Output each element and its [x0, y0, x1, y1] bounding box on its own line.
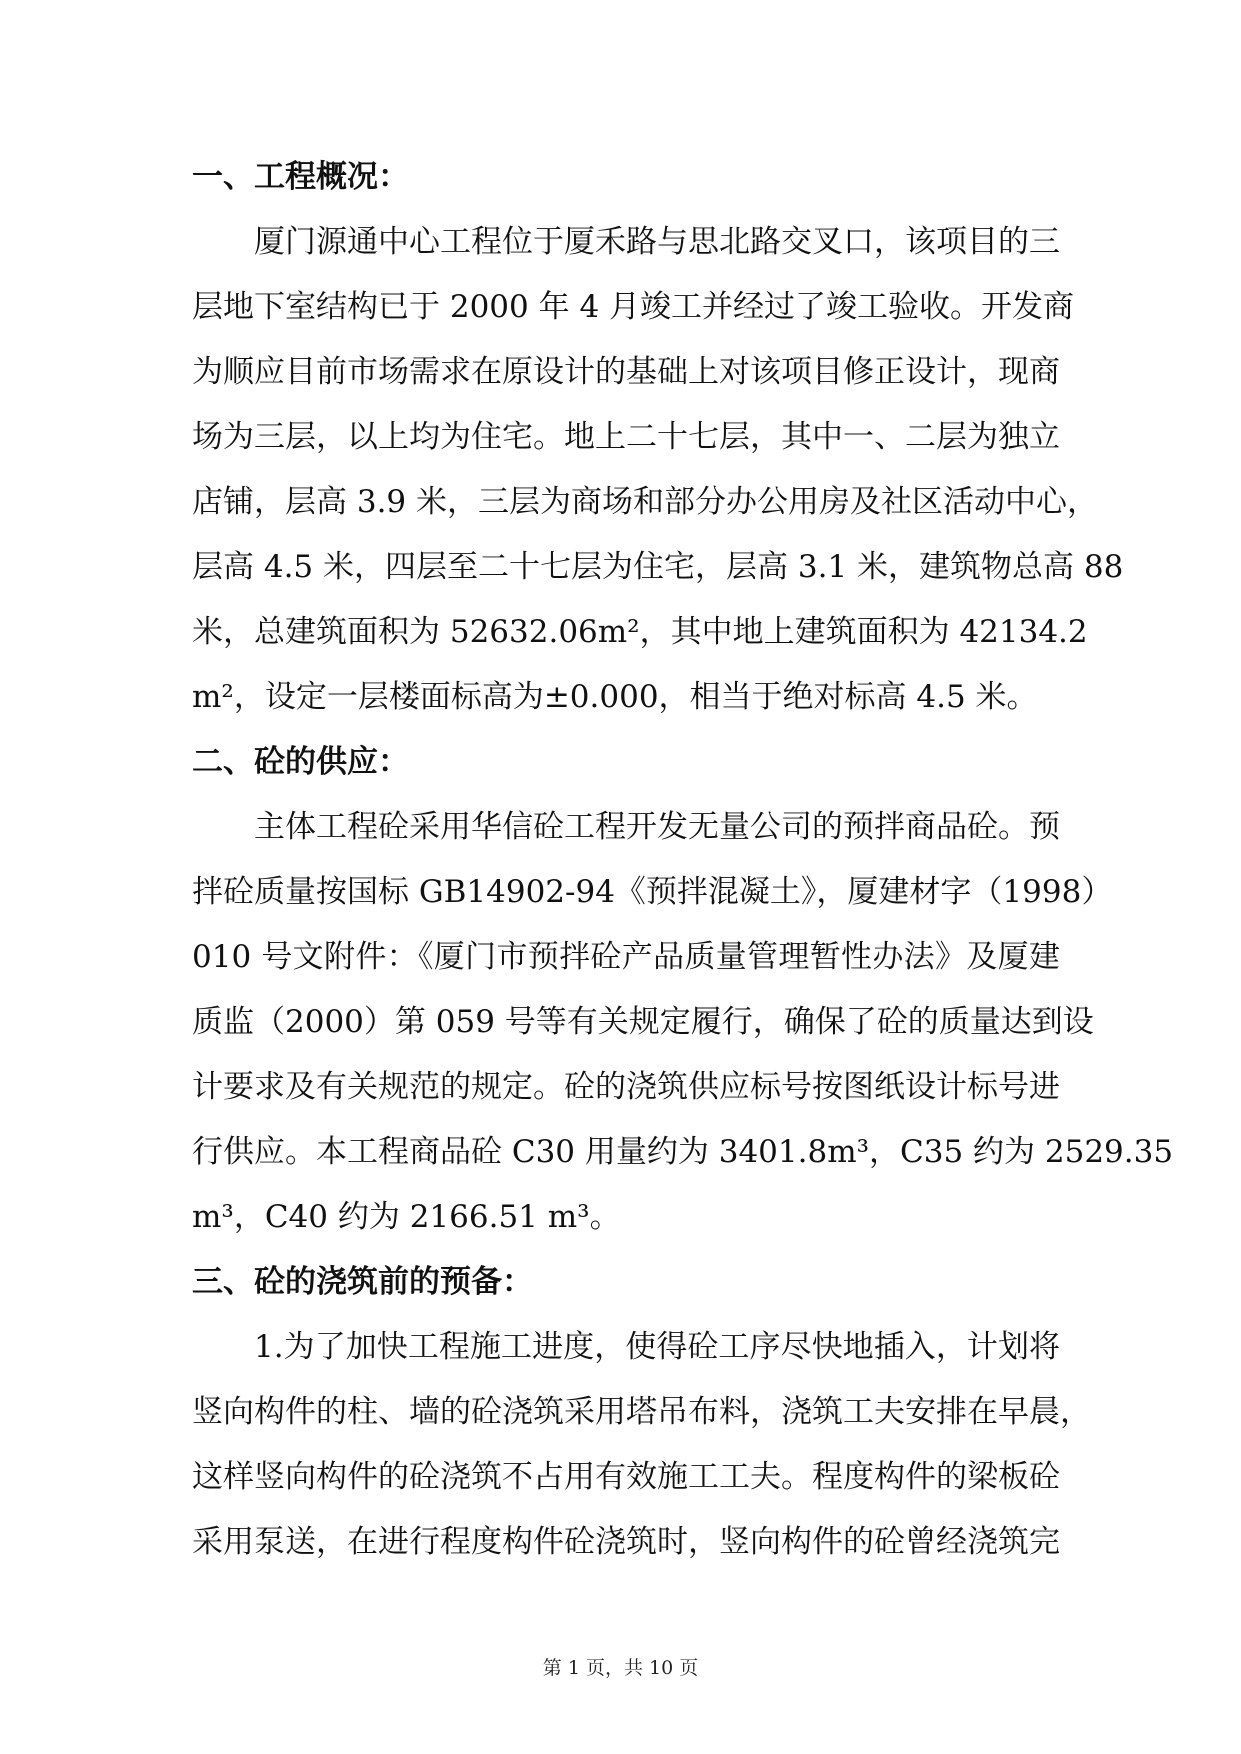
text-line: 店铺，层高 3.9 米，三层为商场和部分办公用房及社区活动中心，	[192, 484, 1099, 520]
document-body	[192, 158, 1174, 1588]
text-line: 竖向构件的柱、墙的砼浇筑采用塔吊布料，浇筑工夫安排在早晨，	[192, 1394, 1091, 1430]
text-line: 1.为了加快工程施工进度，使得砼工序尽快地插入，计划将	[254, 1329, 1060, 1365]
page-number-footer: 第 1 页，共 10 页	[542, 1657, 699, 1679]
text-line: 采用泵送，在进行程度构件砼浇筑时，竖向构件的砼曾经浇筑完	[192, 1524, 1060, 1560]
section-heading-overview: 一、工程概况：	[192, 159, 409, 195]
text-line: 拌砼质量按国标 GB14902-94《预拌混凝土》，厦建材字（1998）	[192, 874, 1113, 910]
text-line: 层地下室结构已于 2000 年 4 月竣工并经过了竣工验收。开发商	[192, 289, 1075, 325]
text-line: 主体工程砼采用华信砼工程开发无量公司的预拌商品砼。预	[254, 809, 1060, 845]
text-line: 层高 4.5 米，四层至二十七层为住宅，层高 3.1 米，建筑物总高 88	[192, 549, 1124, 585]
text-line: 厦门源通中心工程位于厦禾路与思北路交叉口，该项目的三	[254, 224, 1060, 260]
text-line: m²，设定一层楼面标高为±0.000，相当于绝对标高 4.5 米。	[192, 679, 1038, 715]
text-line: 这样竖向构件的砼浇筑不占用有效施工工夫。程度构件的梁板砼	[192, 1459, 1060, 1495]
text-line: 米，总建筑面积为 52632.06m²，其中地上建筑面积为 42134.2	[192, 614, 1088, 650]
paragraph-pouring-preparation	[192, 1328, 1091, 1561]
paragraph-concrete-supply	[192, 808, 1174, 1236]
text-line: 行供应。本工程商品砼 C30 用量约为 3401.8m³，C35 约为 2529.35	[192, 1134, 1174, 1170]
section-heading-pouring-preparation: 三、砼的浇筑前的预备：	[192, 1264, 533, 1300]
paragraph-project-overview	[192, 223, 1124, 716]
text-line: m³，C40 约为 2166.51 m³。	[192, 1199, 621, 1235]
section-heading-concrete-supply: 二、砼的供应：	[192, 744, 409, 780]
text-line: 010 号文附件：《厦门市预拌砼产品质量管理暂性办法》及厦建	[192, 939, 1060, 975]
text-line: 计要求及有关规范的规定。砼的浇筑供应标号按图纸设计标号进	[192, 1069, 1060, 1105]
text-line: 质监（2000）第 059 号等有关规定履行，确保了砼的质量达到设	[192, 1004, 1094, 1040]
text-line: 为顺应目前市场需求在原设计的基础上对该项目修正设计，现商	[192, 354, 1060, 390]
text-line: 场为三层，以上均为住宅。地上二十七层，其中一、二层为独立	[192, 419, 1060, 455]
